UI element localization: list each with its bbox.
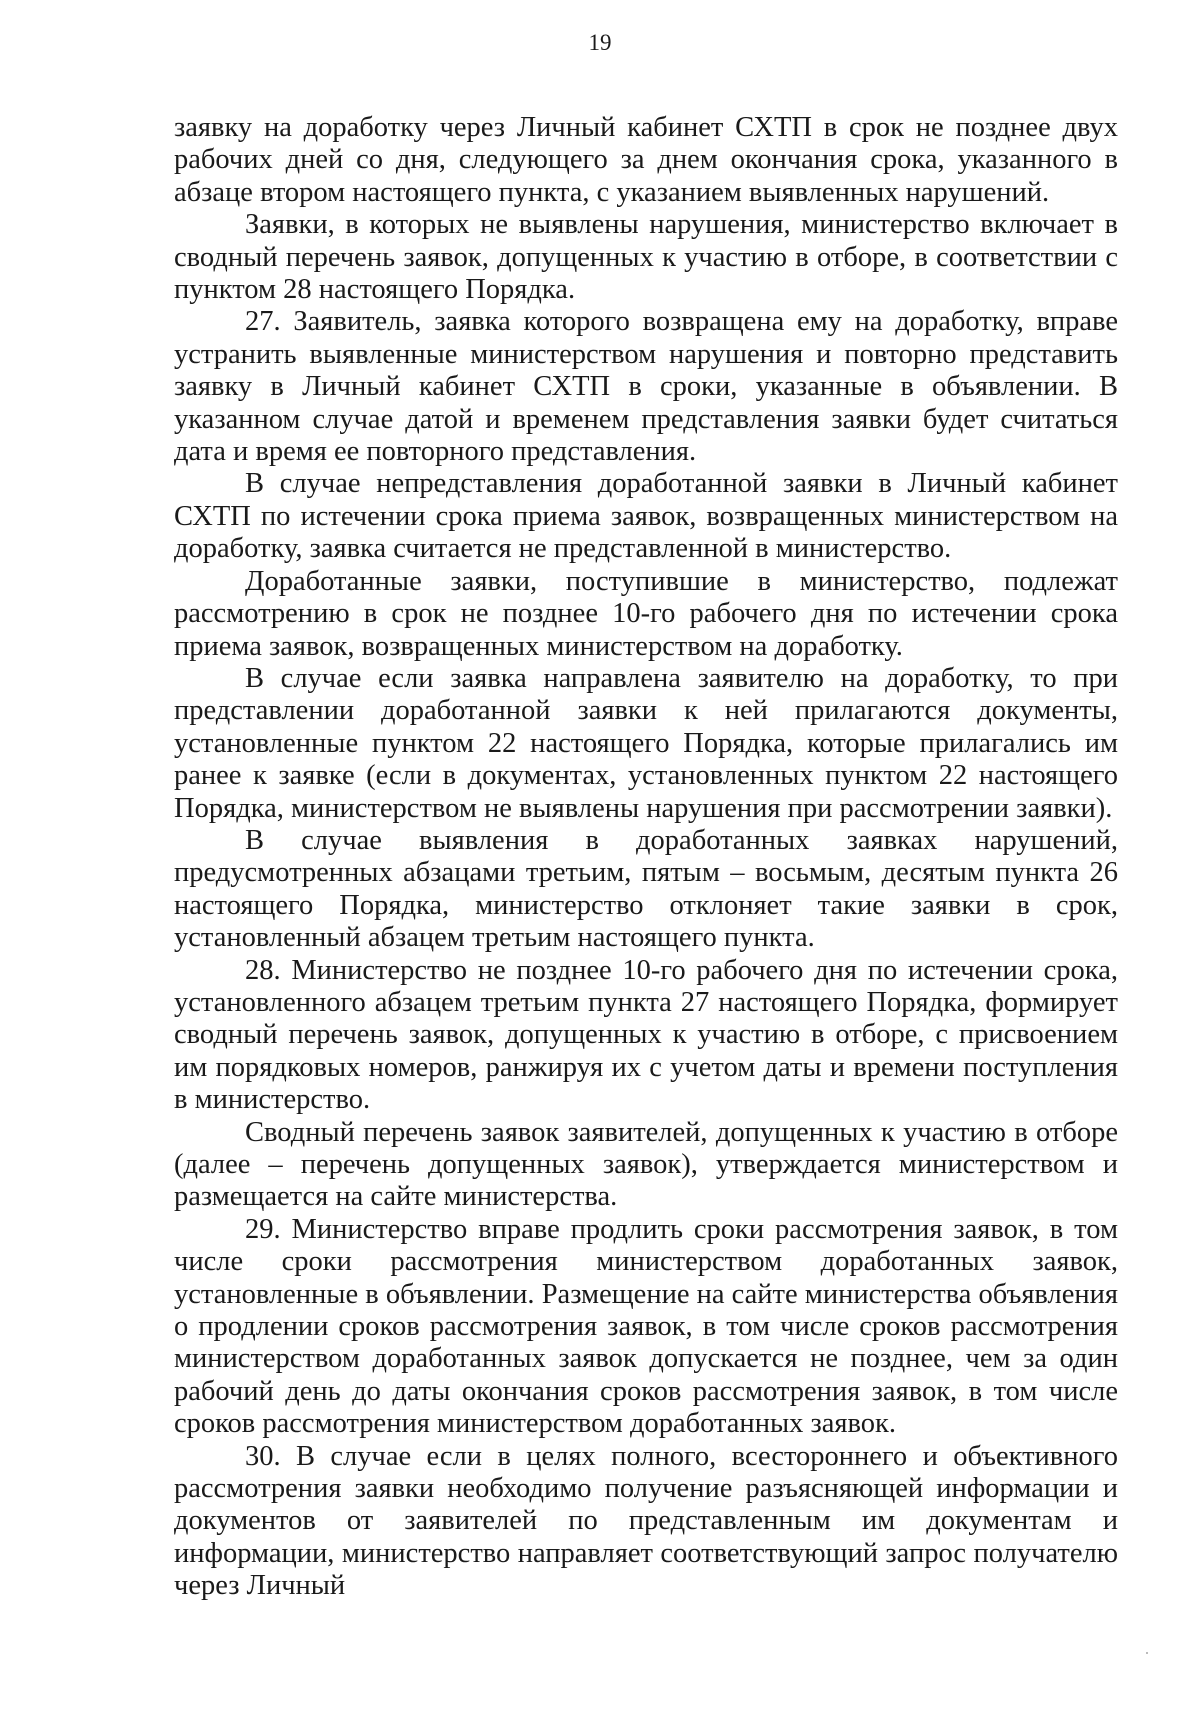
paragraph: В случае если заявка направлена заявителю на доработку, то при представлении доработанной заявки к ней прилагаются документы, установленные пунктом 22 настоящего Порядка, которые прилагались им ранее к заявке (если в документах, установленных пунктом 22 настоящего Порядка, министерством не выявлены нарушения при рассмотрении заявки).: [174, 662, 1118, 824]
paragraph-clause-27: 27. Заявитель, заявка которого возвращена ему на доработку, вправе устранить выявленные министерством нарушения и повторно представить заявку в Личный кабинет СХТП в сроки, указанные в объявлении. В указанном случае датой и временем представления заявки будет считаться дата и время ее повторного представления.: [174, 306, 1118, 468]
paragraph-clause-29: 29. Министерство вправе продлить сроки рассмотрения заявок, в том числе сроки рассмотрения министерством доработанных заявок, установленные в объявлении. Размещение на сайте министерства объявления о продлении сроков рассмотрения заявок, в том числе сроков рассмотрения министерством доработанных заявок допускается не позднее, чем за один рабочий день до даты окончания сроков рассмотрения заявок, в том числе сроков рассмотрения министерством доработанных заявок.: [174, 1213, 1118, 1440]
paragraph: Заявки, в которых не выявлены нарушения, министерство включает в сводный перечень заявок, допущенных к участию в отборе, в соответствии с пунктом 28 настоящего Порядка.: [174, 209, 1118, 306]
document-body: [174, 112, 1118, 1603]
page-number: 19: [588, 30, 612, 55]
paragraph-clause-28: 28. Министерство не позднее 10-го рабочего дня по истечении срока, установленного абзацем третьим пункта 27 настоящего Порядка, формирует сводный перечень заявок, допущенных к участию в отборе, с присвоением им порядковых номеров, ранжируя их с учетом даты и времени поступления в министерство.: [174, 954, 1118, 1116]
paragraph: Доработанные заявки, поступившие в министерство, подлежат рассмотрению в срок не позднее 10-го рабочего дня по истечении срока приема заявок, возвращенных министерством на доработку.: [174, 565, 1118, 662]
paragraph: В случае выявления в доработанных заявках нарушений, предусмотренных абзацами третьим, пятым – восьмым, десятым пункта 26 настоящего Порядка, министерство отклоняет такие заявки в срок, установленный абзацем третьим настоящего пункта.: [174, 824, 1118, 954]
paragraph: В случае непредставления доработанной заявки в Личный кабинет СХТП по истечении срока приема заявок, возвращенных министерством на доработку, заявка считается не представленной в министерство.: [174, 468, 1118, 565]
scan-speck: [1146, 1652, 1148, 1654]
paragraph-continuation: заявку на доработку через Личный кабинет СХТП в срок не позднее двух рабочих дней со дня, следующего за днем окончания срока, указанного в абзаце втором настоящего пункта, с указанием выявленных нарушений.: [174, 112, 1118, 208]
paragraph-clause-30: 30. В случае если в целях полного, всестороннего и объективного рассмотрения заявки необходимо получение разъясняющей информации и документов от заявителей по представленным им документам и информации, министерство направляет соответствующий запрос получателю через Личный: [174, 1440, 1118, 1602]
paragraph: Сводный перечень заявок заявителей, допущенных к участию в отборе (далее – перечень допущенных заявок), утверждается министерством и размещается на сайте министерства.: [174, 1116, 1118, 1213]
